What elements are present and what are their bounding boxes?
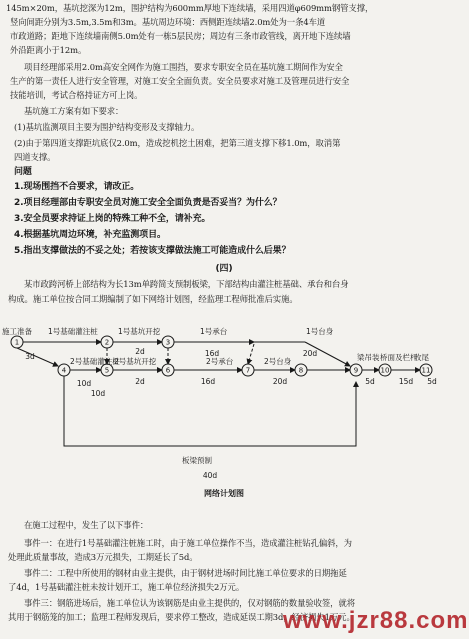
label-precast: 板梁预制 xyxy=(182,456,212,465)
case4-intro-2: 构成。施工单位按合同工期编制了如下网络计划图，经监理工程师批准后实施。 xyxy=(8,294,298,304)
p1-line-2: 竖向间距分别为3.5m,3.5m和3m。基坑周边环境：西侧距连续墙2.0m处为一条4车道 xyxy=(10,17,326,27)
question-3: 3.安全员要求持证上岗的特殊工种不全，请补充。 xyxy=(14,214,211,224)
node-label-8: 8 xyxy=(298,366,304,375)
arrow-precast xyxy=(64,376,356,446)
event-line-5: 事件三：钢筋进场后，施工单位认为该钢筋是由业主提供的，仅对钢筋的数量验收签，就将 xyxy=(24,598,355,608)
diagram-caption: 网络计划图 xyxy=(204,489,244,498)
node-label-6: 6 xyxy=(165,366,171,375)
label-deck: 桥面及栏杆 xyxy=(380,353,418,362)
p1-line-3: 市政道路；距地下连续墙南侧5.0m处有一栋5层民房；周边有三条市政管线，离开地下连续墙 xyxy=(10,31,351,41)
question-4: 4.根据基坑周边环境，补充监测项目。 xyxy=(14,230,166,240)
label-install: 梁吊装 xyxy=(357,353,380,362)
event-line-3: 事件二：工程中所使用的钢材由业主提供，由于钢材进场时间比施工单位要求的日期拖延 xyxy=(24,568,347,578)
node-label-7: 7 xyxy=(245,366,251,375)
duration-precast: 40d xyxy=(202,471,218,480)
node-label-3: 3 xyxy=(165,338,171,347)
p4-line-3: 四道支撑。 xyxy=(14,152,56,162)
duration-start: 3d xyxy=(25,352,35,361)
duration-body2: 20d xyxy=(272,377,288,386)
p1-line-1: 145m×20m，基坑挖深为12m，围护结构为600mm厚地下连续墙，采用四道φ609mm钢管支撑， xyxy=(6,3,374,13)
node-label-2: 2 xyxy=(104,338,110,347)
label-cap1: 1号承台 xyxy=(200,327,228,336)
event-line-1: 事件一：在进行1号基础灌注桩施工时，由于施工单位操作不当，造成灌注桩钻孔偏斜，为 xyxy=(24,538,352,548)
duration-install: 5d xyxy=(365,377,375,386)
p2-line-1: 项目经理部采用2.0m高安全网作为施工围挡，要求专职安全员在基坑施工期间作为安全 xyxy=(24,62,343,72)
watermark-logo: www.jzr88.com xyxy=(283,607,469,634)
node-label-11: 11 xyxy=(421,366,431,375)
label-start: 施工准备 xyxy=(2,327,32,336)
label-pile2: 2号基础灌注桩 xyxy=(70,357,120,366)
event-line-2: 处理此质量事故，造成3万元损失，工期延长了5d。 xyxy=(8,552,198,562)
p2-line-2: 生产的第一责任人进行安全管理，对施工安全全面负责。安全员要求对施工及管理员进行安全 xyxy=(10,76,350,86)
p1-line-4: 外沿距离小于12m。 xyxy=(10,45,87,55)
label-pile1: 1号基础灌注桩 xyxy=(48,327,98,336)
label-pit1: 1号基坑开挖 xyxy=(118,327,161,336)
duration-pit1: 2d xyxy=(135,347,145,356)
question-2: 2.项目经理部由专职安全员对施工安全全面负责是否妥当？为什么？ xyxy=(14,198,282,208)
questions-heading: 问题 xyxy=(14,167,32,177)
p3-line: 基坑施工方案有如下要求： xyxy=(24,106,124,116)
section-title: (四) xyxy=(215,264,233,274)
p4-line-1: (1)基坑监测项目主要为围护结构变形及支撑轴力。 xyxy=(14,122,200,132)
dummy-3 xyxy=(248,344,254,364)
p4-line-2: (2)由于第四道支撑距坑底仅2.0m，造成挖机挖土困难，把第三道支撑下移1.0m，取消第 xyxy=(14,138,341,148)
network-diagram xyxy=(0,308,448,508)
duration-pile1: 10d xyxy=(90,389,106,398)
duration-pile2: 10d xyxy=(76,379,92,388)
arrow-pile1 xyxy=(17,348,58,366)
node-label-5: 5 xyxy=(104,366,110,375)
duration-body1: 20d xyxy=(302,349,318,358)
label-cap2: 2号承台 xyxy=(206,357,234,366)
label-pit2: 2号基坑开挖 xyxy=(114,357,157,366)
question-5: 5.指出支撑做法的不妥之处；若按该支撑做法施工可能造成什么后果？ xyxy=(14,246,291,256)
node-label-4: 4 xyxy=(61,366,67,375)
duration-finish: 5d xyxy=(427,377,437,386)
event-line-4: 了4d，1号基础灌注桩未按计划开工，施工单位经济损失2万元。 xyxy=(8,582,245,592)
node-label-1: 1 xyxy=(14,338,20,347)
event-line-6: 其用于钢筋笼的加工；监理工程师发现后，要求停工整改，造成延误工期3d，经济损失1万元。 xyxy=(8,612,355,622)
case4-intro-1: 某市政跨河桥上部结构为长13m单跨简支预制板梁，下部结构由灌注桩基础、承台和台身 xyxy=(24,279,349,289)
duration-deck: 15d xyxy=(398,377,414,386)
p2-line-3: 技能培训，考试合格持证方可上岗。 xyxy=(10,90,143,100)
node-label-9: 9 xyxy=(353,366,359,375)
duration-pit2: 2d xyxy=(135,377,145,386)
label-body2: 2号台身 xyxy=(264,357,292,366)
label-finish: 收尾 xyxy=(414,353,429,362)
node-label-10: 10 xyxy=(380,366,390,375)
question-1: 1.现场围挡不合要求，请改正。 xyxy=(14,182,140,192)
duration-cap2: 16d xyxy=(200,377,216,386)
duration-cap1: 16d xyxy=(204,349,220,358)
events-intro: 在施工过程中，发生了以下事件： xyxy=(24,520,149,530)
label-body1: 1号台身 xyxy=(306,327,334,336)
